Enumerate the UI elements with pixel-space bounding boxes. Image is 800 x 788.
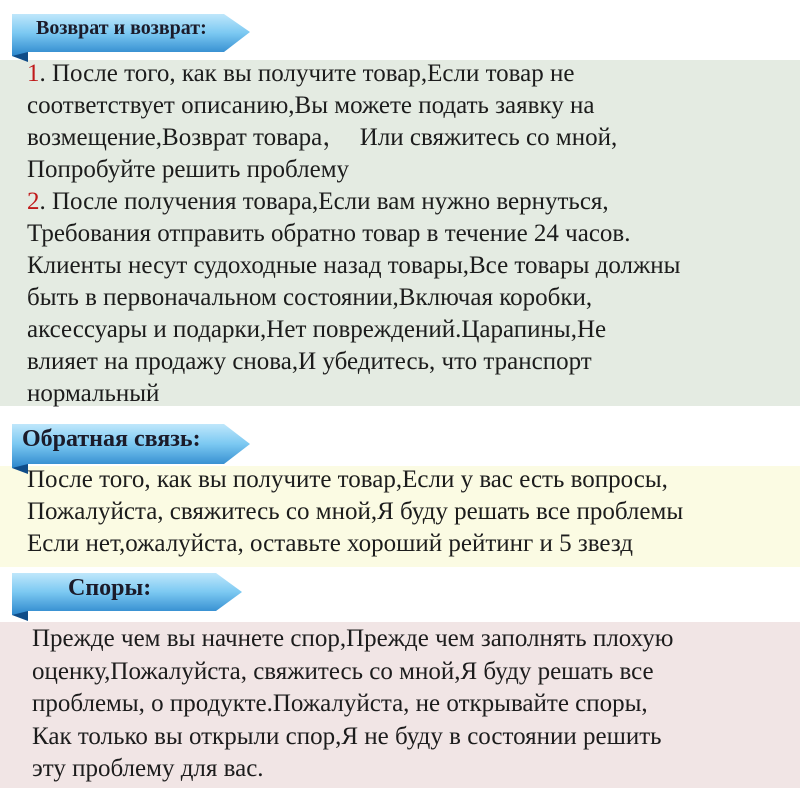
disputes-heading: Споры: xyxy=(68,575,152,601)
disputes-heading-ribbon xyxy=(12,565,242,621)
feedback-heading: Обратная связь: xyxy=(22,426,201,452)
return-policy-text: 1. После того, как вы получите товар,Если товар не соответствует описанию,Вы можете подать заявку на возмещение,Возврат товара， Или свяжитесь со мной, Попробуйте решить проблему 2. После получения товара,Если вам нужно вернуться, Требования отправить обратно товар в течение 24 часов. Клиенты несут судоходные назад товары,Все товары должны быть в первоначальном состоянии,Включая коробки, аксессуары и подарки,Нет повреждений.Царапины,Не влияет на продажу снова,И убедитесь, что транспорт нормальный xyxy=(27,60,681,407)
disputes-text: Прежде чем вы начнете спор,Прежде чем заполнять плохую оценку,Пожалуйста, свяжитесь со мной,Я буду решать все проблемы, о продукте.Пожалуйста, не открывайте споры, Как только вы открыли спор,Я не буду в состоянии решить эту проблему для вас. xyxy=(32,625,674,782)
feedback-text: После того, как вы получите товар,Если у вас есть вопросы, Пожалуйста, свяжитесь со мной,Я буду решать все проблемы Если нет,ожалуйста, оставьте хороший рейтинг и 5 звезд xyxy=(27,466,684,557)
item-number: 2 xyxy=(27,188,40,215)
item-number: 1 xyxy=(27,60,40,87)
return-heading: Возврат и возврат: xyxy=(36,17,207,39)
return-heading-ribbon xyxy=(12,4,250,62)
